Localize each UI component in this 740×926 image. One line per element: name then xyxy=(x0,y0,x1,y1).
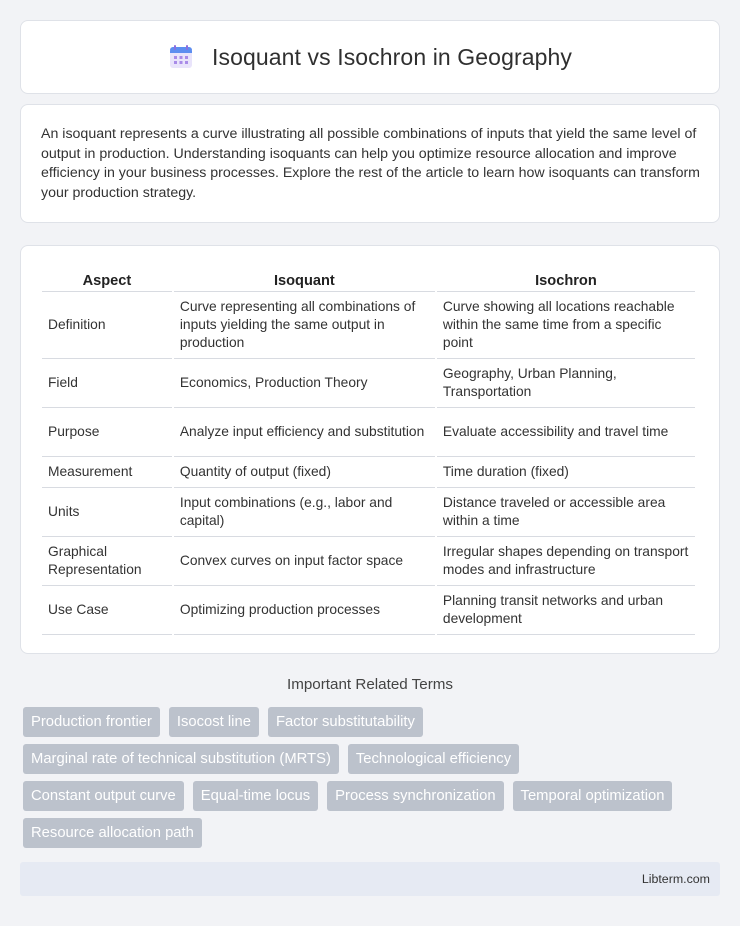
related-terms-title: Important Related Terms xyxy=(286,676,453,693)
tag-mrts[interactable]: Marginal rate of technical substitution (MRTS) xyxy=(23,744,339,774)
tag-factor-substitutability[interactable]: Factor substitutability xyxy=(268,707,423,737)
tag-row xyxy=(23,744,723,774)
table-header-row xyxy=(42,266,695,292)
comparison-table xyxy=(40,266,697,635)
table-cell: Time duration (fixed) xyxy=(437,457,695,488)
tag-equal-time-locus[interactable]: Equal-time locus xyxy=(193,781,318,811)
tag-process-synchronization[interactable]: Process synchronization xyxy=(327,781,503,811)
table-cell: Use Case xyxy=(42,586,172,635)
tag-row xyxy=(23,781,723,811)
footer xyxy=(20,862,720,896)
tag-row xyxy=(23,707,723,737)
table-cell: Units xyxy=(42,488,172,537)
tag-constant-output-curve[interactable]: Constant output curve xyxy=(23,781,184,811)
table-cell: Economics, Production Theory xyxy=(174,359,435,408)
header-isoquant: Isoquant xyxy=(174,266,435,292)
table-cell: Convex curves on input factor space xyxy=(174,537,435,586)
comparison-table-card xyxy=(20,245,720,654)
table-row xyxy=(42,292,695,359)
table-cell: Measurement xyxy=(42,457,172,488)
table-cell: Graphical Representation xyxy=(42,537,172,586)
intro-text: An isoquant represents a curve illustrating all possible combinations of inputs that yield the same level of output in production. Understanding isoquants can help you optimize resource allocation and improve efficiency in your business processes. Explore the rest of the article to learn how isoquants can transform your production strategy. xyxy=(41,126,700,201)
table-cell: Irregular shapes depending on transport modes and infrastructure xyxy=(437,537,695,586)
table-row xyxy=(42,359,695,408)
table-cell: Planning transit networks and urban development xyxy=(437,586,695,635)
tag-temporal-optimization[interactable]: Temporal optimization xyxy=(513,781,673,811)
table-row xyxy=(42,537,695,586)
footer-site-link[interactable]: Libterm.com xyxy=(641,872,710,886)
calendar-icon xyxy=(168,44,194,70)
table-row xyxy=(42,457,695,488)
intro-card xyxy=(20,104,720,223)
title-wrap xyxy=(168,44,572,71)
header-card xyxy=(20,20,720,94)
table-row xyxy=(42,488,695,537)
tag-row xyxy=(23,818,723,848)
header-isochron: Isochron xyxy=(437,266,695,292)
table-cell: Field xyxy=(42,359,172,408)
tag-isocost-line[interactable]: Isocost line xyxy=(169,707,259,737)
tag-production-frontier[interactable]: Production frontier xyxy=(23,707,160,737)
table-cell: Curve showing all locations reachable within the same time from a specific point xyxy=(437,292,695,359)
table-cell: Optimizing production processes xyxy=(174,586,435,635)
table-cell: Evaluate accessibility and travel time xyxy=(437,408,695,457)
related-terms-tags xyxy=(23,707,723,855)
table-cell: Purpose xyxy=(42,408,172,457)
table-cell: Definition xyxy=(42,292,172,359)
table-cell: Geography, Urban Planning, Transportation xyxy=(437,359,695,408)
page-title: Isoquant vs Isochron in Geography xyxy=(211,43,572,70)
table-cell: Distance traveled or accessible area within a time xyxy=(437,488,695,537)
table-cell: Analyze input efficiency and substitution xyxy=(174,408,435,457)
table-cell: Input combinations (e.g., labor and capital) xyxy=(174,488,435,537)
table-cell: Curve representing all combinations of inputs yielding the same output in production xyxy=(174,292,435,359)
table-cell: Quantity of output (fixed) xyxy=(174,457,435,488)
table-row xyxy=(42,408,695,457)
header-aspect: Aspect xyxy=(42,266,172,292)
tag-technological-efficiency[interactable]: Technological efficiency xyxy=(348,744,519,774)
tag-resource-allocation-path[interactable]: Resource allocation path xyxy=(23,818,202,848)
table-row xyxy=(42,586,695,635)
